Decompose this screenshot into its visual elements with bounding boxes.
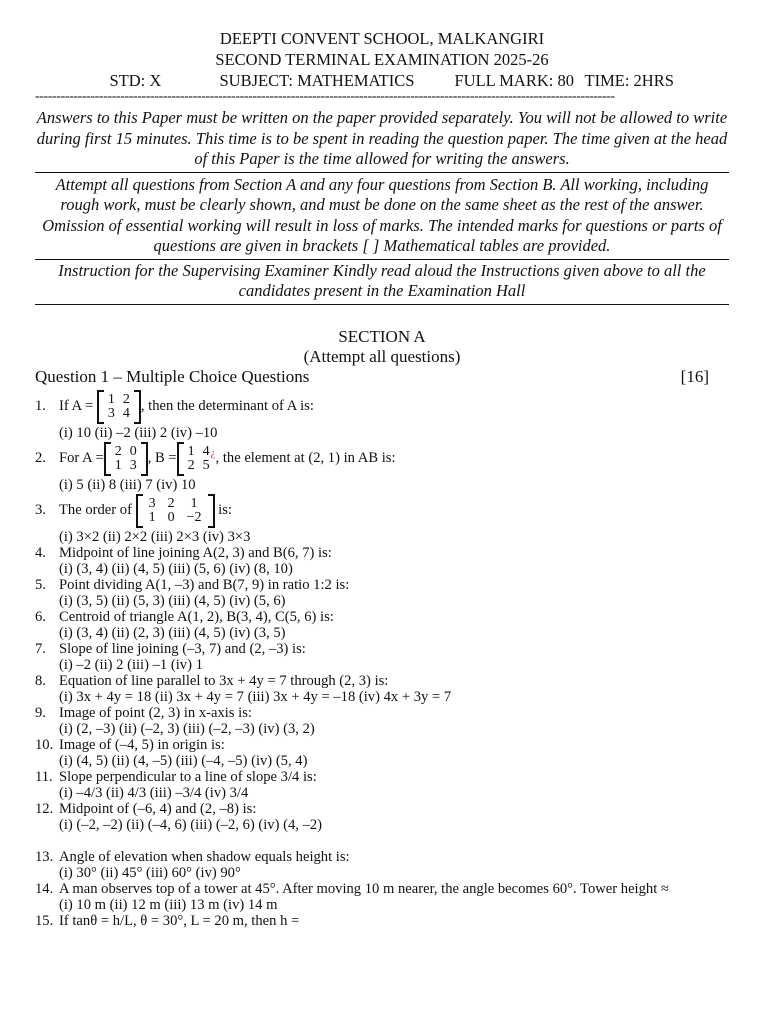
answer-options: (i) (2, –3) (ii) (–2, 3) (iii) (–2, –3) (iv) (3, 2): [59, 720, 315, 737]
question-text: Midpoint of (–6, 4) and (2, –8) is:: [59, 800, 257, 817]
question-text: Slope perpendicular to a line of slope 3/4 is:: [59, 768, 317, 785]
question-text-pre: If A =: [59, 398, 94, 414]
question-item: [35, 673, 729, 689]
answer-options: (i) 3×2 (ii) 2×2 (iii) 2×3 (iv) 3×3: [59, 528, 251, 545]
question-text: Centroid of triangle A(1, 2), B(3, 4), C(5, 6) is:: [59, 608, 334, 625]
question-item: [35, 545, 729, 561]
section-title: SECTION A: [338, 326, 426, 346]
exam-title: SECOND TERMINAL EXAMINATION 2025-26: [215, 50, 549, 69]
question-marks: [16]: [680, 366, 709, 386]
divider: [35, 259, 729, 260]
question-list: [35, 849, 729, 929]
question-text: Image of point (2, 3) in x-axis is:: [59, 704, 252, 721]
question-number: 15.: [35, 912, 54, 929]
question-text-pre: The order of: [59, 502, 132, 518]
question-text: Equation of line parallel to 3x + 4y = 7 through (2, 3) is:: [59, 672, 389, 689]
std-label: STD: X: [109, 71, 162, 90]
matrix-a: 2 0 1 3: [104, 442, 148, 476]
question-number: 8.: [35, 672, 46, 689]
answer-options: (i) 10 (ii) –2 (iii) 2 (iv) –10: [59, 424, 218, 441]
question-item: [35, 705, 729, 721]
question-number: 11.: [35, 768, 53, 785]
dashed-separator: ----------------------------------------------------------------------------------------------------------------------------------------: [35, 90, 615, 104]
question-number: 7.: [35, 640, 46, 657]
answer-options: (i) (–2, –2) (ii) (–4, 6) (iii) (–2, 6) (iv) (4, –2): [59, 816, 323, 833]
exam-meta-row: [35, 70, 729, 91]
question-number: 1.: [35, 398, 46, 414]
section-subtitle: (Attempt all questions): [303, 346, 461, 366]
answer-options: (i) (4, 5) (ii) (4, –5) (iii) (–4, –5) (iv) (5, 4): [59, 752, 308, 769]
subject-label: SUBJECT: MATHEMATICS: [219, 71, 415, 90]
time-label: TIME: 2HRS: [584, 71, 674, 90]
question-item: [35, 913, 729, 929]
question-number: 6.: [35, 608, 46, 625]
question-number: 13.: [35, 848, 54, 865]
question-text-post: is:: [218, 502, 232, 518]
question-list: [35, 545, 729, 833]
answer-options: (i) (3, 4) (ii) (2, 3) (iii) (4, 5) (iv) (3, 5): [59, 624, 286, 641]
stray-mark: ¿: [210, 446, 216, 459]
question-text: If tanθ = h/L, θ = 30°, L = 20 m, then h =: [59, 912, 300, 929]
answer-options: (i) –2 (ii) 2 (iii) –1 (iv) 1: [59, 656, 203, 673]
instruction-paragraph-1: Answers to this Paper must be written on the paper provided separately. You will not be allowed to write during first 15 minutes. This time is to be spent in reading the question paper. The time given at the head of this Paper is the time allowed for writing the answers.: [36, 108, 728, 168]
question-item: [35, 849, 729, 865]
instruction-paragraph-2: Attempt all questions from Section A and any four questions from Section B. All working, including rough work, must be clearly shown, and must be done on the same sheet as the rest of the answer. Omission of essential working will result in loss of marks. The intended marks for questions or parts of questions are given in brackets [ ] Mathematical tables are provided.: [42, 174, 722, 255]
answer-options: (i) 3x + 4y = 18 (ii) 3x + 4y = 7 (iii) 3x + 4y = –18 (iv) 4x + 3y = 7: [59, 688, 452, 705]
question-text: A man observes top of a tower at 45°. After moving 10 m nearer, the angle becomes 60°. Tower height ≈: [59, 880, 669, 897]
question-item: [35, 441, 729, 477]
question-item: [35, 737, 729, 753]
question-text-mid: , B =: [147, 450, 177, 466]
exam-paper: [35, 28, 729, 929]
question-text: Slope of line joining (–3, 7) and (2, –3) is:: [59, 640, 306, 657]
matrix-b: 1 4 2 5 ¿: [177, 442, 216, 476]
divider: [35, 304, 729, 305]
divider: [35, 172, 729, 173]
answer-options: (i) 10 m (ii) 12 m (iii) 13 m (iv) 14 m: [59, 896, 278, 913]
question-item: [35, 577, 729, 593]
question-item: [35, 609, 729, 625]
full-mark-label: FULL MARK: 80: [454, 71, 574, 90]
answer-options: (i) (3, 4) (ii) (4, 5) (iii) (5, 6) (iv) (8, 10): [59, 560, 293, 577]
question-item: [35, 389, 729, 425]
question-text: Image of (–4, 5) in origin is:: [59, 736, 225, 753]
question-text: Point dividing A(1, –3) and B(7, 9) in ratio 1:2 is:: [59, 576, 350, 593]
question-text-post: , the element at (2, 1) in AB is:: [215, 450, 396, 466]
answer-options: (i) 5 (ii) 8 (iii) 7 (iv) 10: [59, 476, 196, 493]
question-number: 5.: [35, 576, 46, 593]
question-item: [35, 641, 729, 657]
question-number: 3.: [35, 502, 46, 518]
question-item: [35, 769, 729, 785]
matrix-a: 1 2 3 4: [97, 390, 141, 424]
question-number: 10.: [35, 736, 54, 753]
question-number: 9.: [35, 704, 46, 721]
question-text-pre: For A =: [59, 450, 104, 466]
answer-options: (i) 30° (ii) 45° (iii) 60° (iv) 90°: [59, 864, 241, 881]
school-name: DEEPTI CONVENT SCHOOL, MALKANGIRI: [219, 29, 545, 48]
question-number: 2.: [35, 450, 46, 466]
question-title: Question 1 – Multiple Choice Questions: [35, 366, 310, 386]
question-text: Midpoint of line joining A(2, 3) and B(6, 7) is:: [59, 544, 332, 561]
question-text: Angle of elevation when shadow equals height is:: [59, 848, 350, 865]
instruction-paragraph-3: Instruction for the Supervising Examiner Kindly read aloud the Instructions given above to all the candidates present in the Examination Hall: [58, 260, 706, 300]
question-heading: [35, 367, 729, 387]
question-number: 12.: [35, 800, 54, 817]
answer-options: (i) –4/3 (ii) 4/3 (iii) –3/4 (iv) 3/4: [59, 784, 249, 801]
question-item: [35, 881, 729, 897]
question-text-post: , then the determinant of A is:: [140, 398, 314, 414]
answer-options: (i) (3, 5) (ii) (5, 3) (iii) (4, 5) (iv) (5, 6): [59, 592, 286, 609]
question-item: [35, 801, 729, 817]
question-number: 4.: [35, 544, 46, 561]
matrix-3: 3 2 1 1 0 −2: [136, 494, 215, 528]
question-item: [35, 493, 729, 529]
question-number: 14.: [35, 880, 54, 897]
